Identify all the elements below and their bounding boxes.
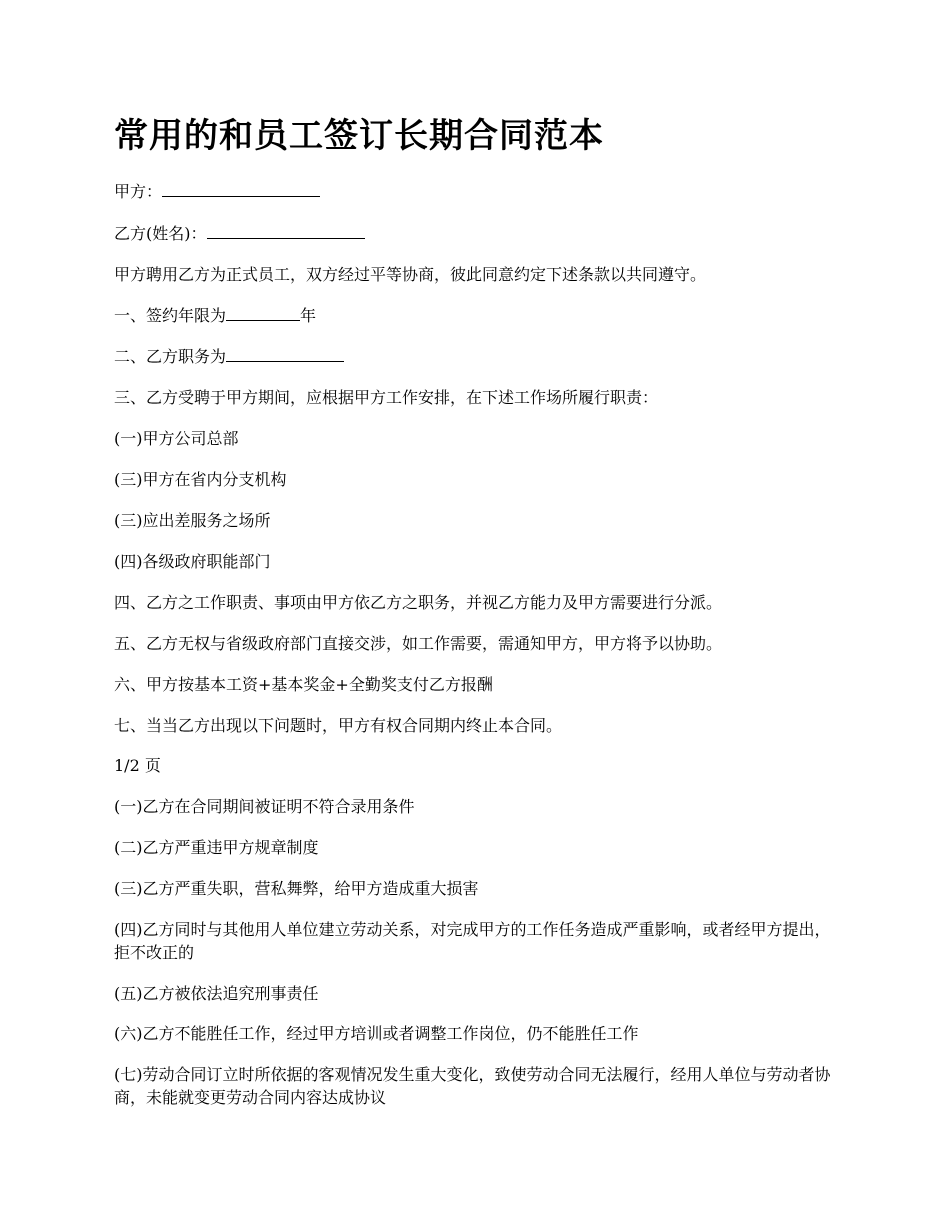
clause-1-suffix: 年	[300, 306, 317, 325]
clause-7: 七、当当乙方出现以下问题时，甲方有权合同期内终止本合同。	[114, 716, 563, 735]
workplace-item: (三)甲方在省内分支机构	[114, 470, 287, 489]
termination-item: (四)乙方同时与其他用人单位建立劳动关系，对完成甲方的工作任务造成严重影响，或者经甲方提出，拒不改正的	[114, 920, 831, 962]
clause-1-prefix: 一、签约年限为	[114, 306, 227, 325]
document-title: 常用的和员工签订长期合同范本	[114, 116, 604, 156]
clause-6: 六、甲方按基本工资+基本奖金+全勤奖支付乙方报酬	[114, 675, 493, 694]
workplace-item: (四)各级政府职能部门	[114, 552, 271, 571]
clause-2	[114, 345, 839, 368]
clause-4: 四、乙方之工作职责、事项由甲方依乙方之职务，并视乙方能力及甲方需要进行分派。	[114, 593, 723, 612]
termination-item: (七)劳动合同订立时所依据的客观情况发生重大变化，致使劳动合同无法履行，经用人单位与劳动者协商，未能就变更劳动合同内容达成协议	[114, 1065, 831, 1107]
party-a-label: 甲方：	[114, 182, 163, 201]
clause-3: 三、乙方受聘于甲方期间，应根据甲方工作安排，在下述工作场所履行职责：	[114, 388, 659, 407]
party-b-blank	[207, 222, 365, 239]
party-b-label: 乙方(姓名)：	[114, 224, 207, 243]
termination-item: (六)乙方不能胜任工作，经过甲方培训或者调整工作岗位，仍不能胜任工作	[114, 1024, 639, 1043]
clause-5: 五、乙方无权与省级政府部门直接交涉，如工作需要，需通知甲方，甲方将予以协助。	[114, 634, 723, 653]
party-a-line	[114, 180, 839, 203]
intro-paragraph: 甲方聘用乙方为正式员工，双方经过平等协商，彼此同意约定下述条款以共同遵守。	[114, 265, 707, 284]
position-blank	[226, 345, 344, 362]
clause-1	[114, 304, 839, 327]
clause-2-prefix: 二、乙方职务为	[114, 347, 227, 366]
termination-item: (三)乙方严重失职，营私舞弊，给甲方造成重大损害	[114, 879, 479, 898]
party-a-blank	[162, 180, 320, 197]
party-b-line	[114, 222, 839, 245]
termination-item: (一)乙方在合同期间被证明不符合录用条件	[114, 797, 415, 816]
workplace-item: (一)甲方公司总部	[114, 429, 239, 448]
workplace-item: (三)应出差服务之场所	[114, 511, 271, 530]
termination-item: (二)乙方严重违甲方规章制度	[114, 838, 319, 857]
page-number: 1/2 页	[114, 756, 161, 775]
termination-item: (五)乙方被依法追究刑事责任	[114, 984, 319, 1003]
term-years-blank	[226, 304, 300, 321]
